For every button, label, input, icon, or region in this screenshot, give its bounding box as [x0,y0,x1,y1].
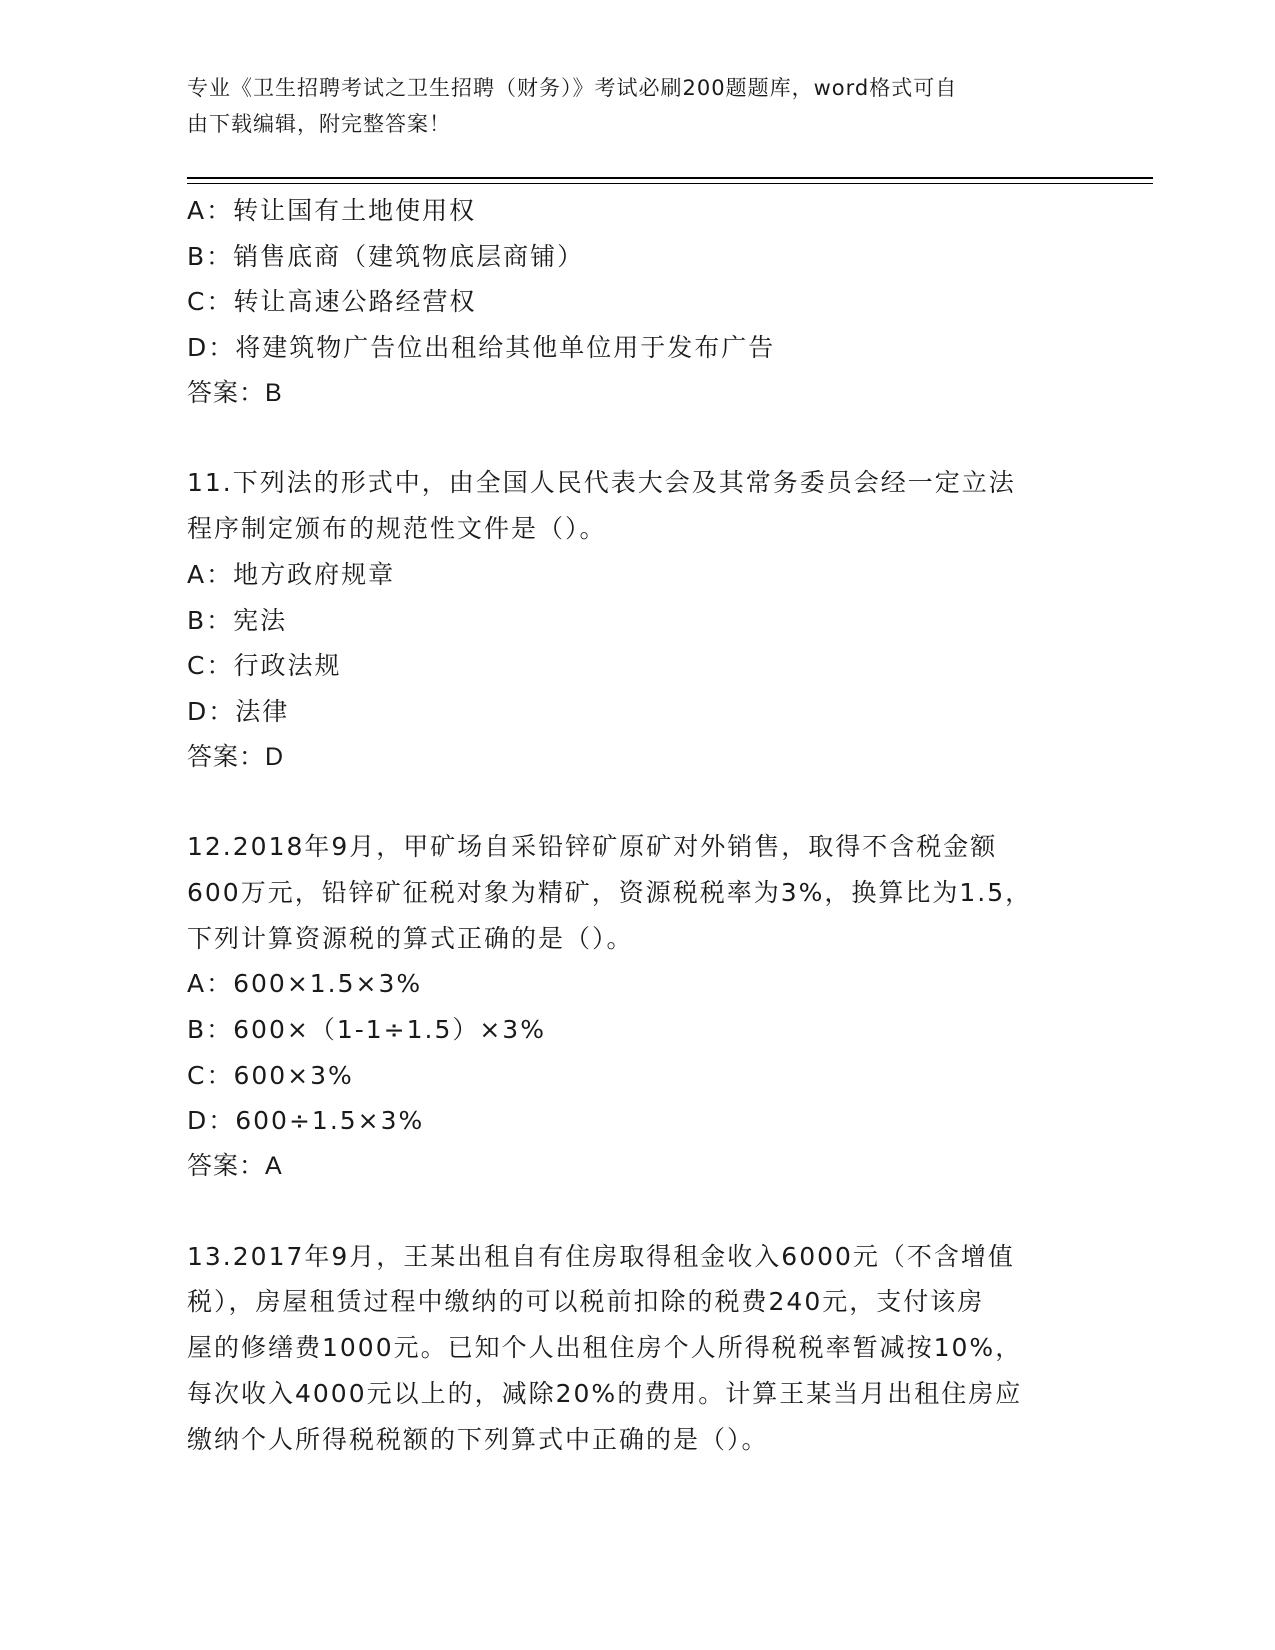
option-b: B：宪法 [187,605,288,635]
option-d: D：法律 [187,696,290,726]
question-13 [187,1234,1107,1462]
header-rule-thick [187,177,1153,179]
header-line-2: 由下载编辑，附完整答案！ [187,112,451,136]
option-d: D：将建筑物广告位出租给其他单位用于发布广告 [187,333,776,363]
option-b: B：销售底商（建筑物底层商铺） [187,241,585,271]
question-stem-line: 13.2017年9月，王某出租自有住房取得租金收入6000元（不含增值 [187,1241,1015,1271]
question-11 [187,460,1107,780]
option-c: C：行政法规 [187,651,342,681]
document-header [187,70,1067,142]
question-stem-line: 每次收入4000元以上的，减除20%的费用。计算王某当月出租住房应 [187,1378,1023,1408]
question-stem-line: 程序制定颁布的规范性文件是（）。 [187,514,607,544]
question-stem-line: 缴纳个人所得税税额的下列算式中正确的是（）。 [187,1424,769,1454]
option-b: B：600×（1-1÷1.5）×3% [187,1015,546,1044]
question-stem-line: 11.下列法的形式中，由全国人民代表大会及其常务委员会经一定立法 [187,468,1016,498]
option-a: A：地方政府规章 [187,559,396,589]
option-a: A：600×1.5×3% [187,969,423,999]
answer-label: 答案：A [187,1152,283,1181]
header-line-1: 专业《卫生招聘考试之卫生招聘（财务）》考试必刷200题题库，word格式可自 [187,76,958,100]
question-stem-line: 下列计算资源税的算式正确的是（）。 [187,923,634,953]
question-stem-line: 12.2018年9月，甲矿场自采铅锌矿原矿对外销售，取得不含税金额 [187,832,998,862]
option-d: D：600÷1.5×3% [187,1106,425,1136]
question-12 [187,824,1107,1190]
question-stem-line: 600万元，铅锌矿征税对象为精矿，资源税税率为3%，换算比为1.5， [187,877,1033,907]
header-rule-thin [187,183,1153,184]
document-body [187,188,1107,1462]
option-a: A：转让国有土地使用权 [187,196,477,225]
question-stem-line: 税），房屋租赁过程中缴纳的可以税前扣除的税费240元，支付该房 [187,1287,985,1317]
option-c: C：转让高速公路经营权 [187,287,477,317]
answer-label: 答案：B [187,378,283,407]
option-c: C：600×3% [187,1060,354,1090]
question-10-continued [187,188,1107,416]
answer-label: 答案：D [187,742,285,771]
question-stem-line: 屋的修缮费1000元。已知个人出租住房个人所得税税率暂减按10%， [187,1333,1023,1363]
